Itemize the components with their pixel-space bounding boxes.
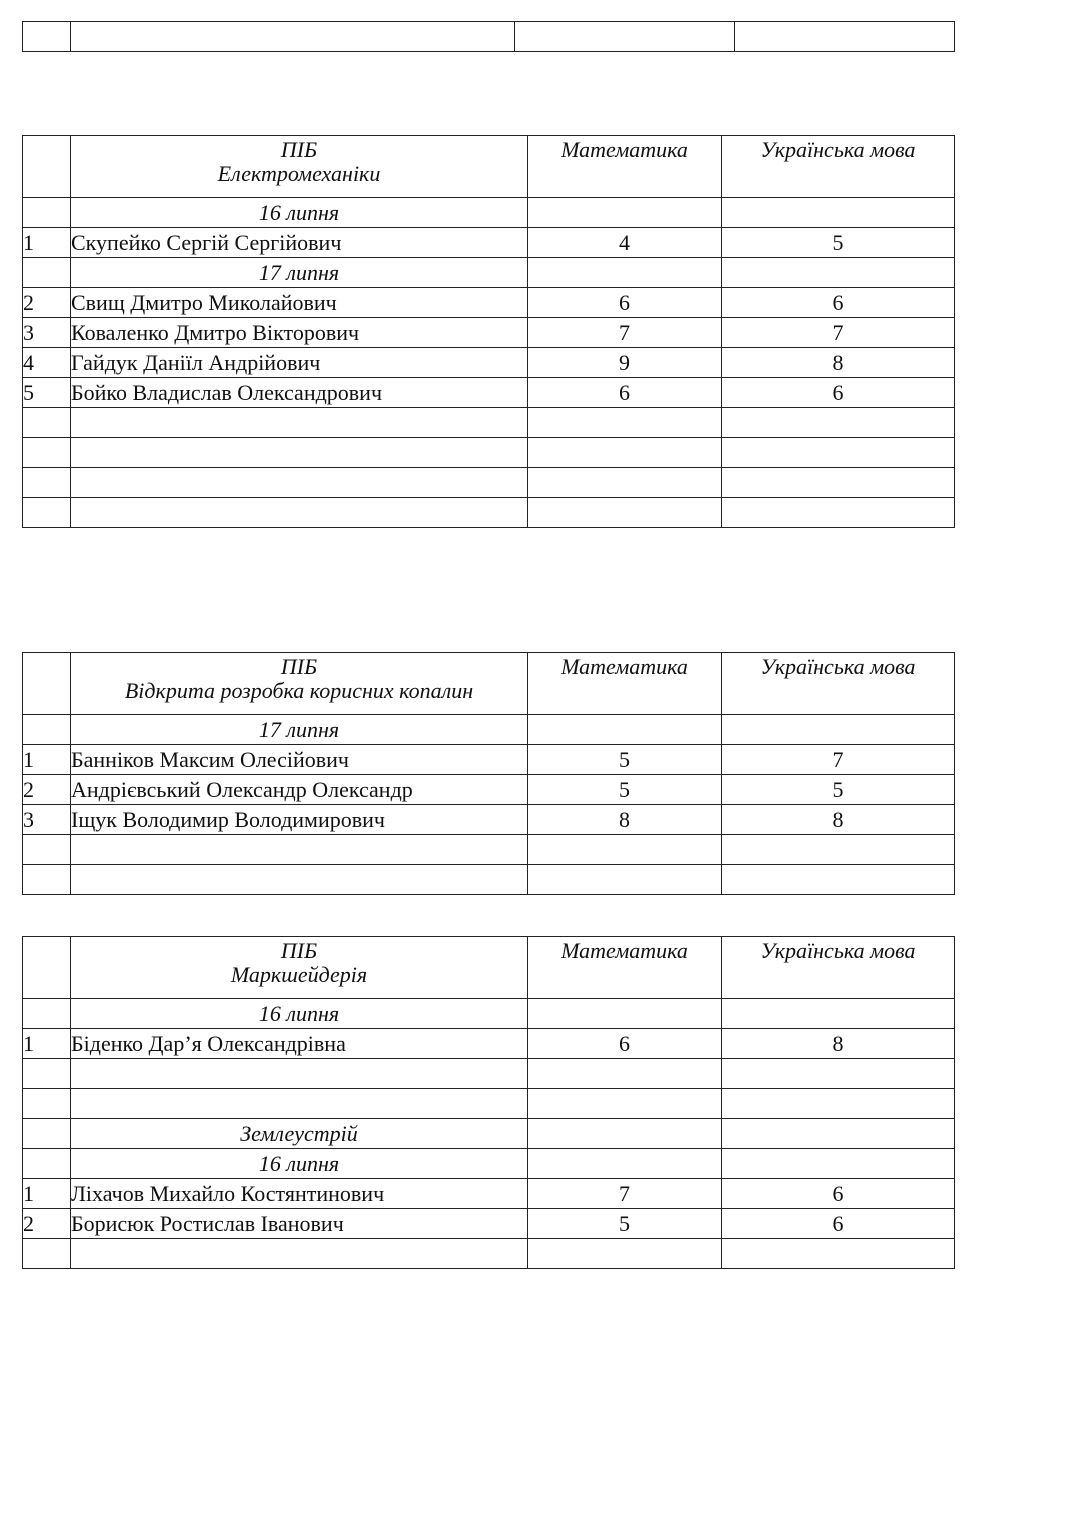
header-name-cell (71, 937, 528, 999)
row-number (23, 258, 71, 288)
results-table-mine-surveying (22, 936, 955, 1269)
ukrainian-score (722, 1119, 955, 1149)
ukrainian-score (722, 438, 955, 468)
table-row (23, 468, 955, 498)
row-number (23, 198, 71, 228)
specialty-title: Відкрита розробка корисних копалин (124, 678, 474, 703)
header-ukrainian: Українська мова (722, 937, 955, 999)
ukrainian-score (722, 1059, 955, 1089)
row-number (23, 468, 71, 498)
row-number (23, 1059, 71, 1089)
table-header-row (23, 653, 955, 715)
row-number: 2 (23, 775, 71, 805)
row-number: 1 (23, 1179, 71, 1209)
table-row (23, 1209, 955, 1239)
student-name: Банніков Максим Олесійович (71, 745, 528, 775)
math-score: 5 (528, 745, 722, 775)
date-label: Землеустрій (71, 1119, 528, 1149)
row-number (23, 1119, 71, 1149)
row-number (23, 438, 71, 468)
table-row (23, 1149, 955, 1179)
ukrainian-score: 5 (722, 228, 955, 258)
table-row (23, 1029, 955, 1059)
header-math: Математика (528, 136, 722, 198)
date-label: 16 липня (71, 198, 528, 228)
ukrainian-score (722, 835, 955, 865)
ukrainian-score (722, 498, 955, 528)
header-pib-label: ПІБ (280, 137, 318, 162)
ukrainian-score (722, 1149, 955, 1179)
table-row (23, 378, 955, 408)
ukrainian-score (722, 258, 955, 288)
row-number (23, 1089, 71, 1119)
math-score: 7 (528, 318, 722, 348)
row-number (23, 999, 71, 1029)
ukrainian-score (722, 1089, 955, 1119)
student-name (71, 835, 528, 865)
table-row (23, 1179, 955, 1209)
ukrainian-score: 8 (722, 348, 955, 378)
table-row (23, 1059, 955, 1089)
math-score: 9 (528, 348, 722, 378)
math-score (528, 468, 722, 498)
row-number (23, 498, 71, 528)
results-table-open-mining (22, 652, 955, 895)
ukrainian-score: 6 (722, 288, 955, 318)
row-number (23, 408, 71, 438)
math-score (528, 1149, 722, 1179)
ukrainian-score (722, 715, 955, 745)
ukrainian-score (722, 198, 955, 228)
header-number-cell (23, 937, 71, 999)
ukrainian-score: 6 (722, 1209, 955, 1239)
table-row (23, 865, 955, 895)
math-score: 6 (528, 1029, 722, 1059)
row-number (23, 835, 71, 865)
student-name (71, 408, 528, 438)
table-row (23, 805, 955, 835)
student-name: Свищ Дмитро Миколайович (71, 288, 528, 318)
math-score (528, 258, 722, 288)
table-row (23, 1089, 955, 1119)
math-score (528, 1239, 722, 1269)
header-pib-label: ПІБ (280, 938, 318, 963)
table-row (23, 775, 955, 805)
row-number: 1 (23, 228, 71, 258)
row-number: 5 (23, 378, 71, 408)
ukrainian-score: 7 (722, 318, 955, 348)
header-pib-label: ПІБ (280, 654, 318, 679)
row-number: 1 (23, 745, 71, 775)
student-name (71, 1089, 528, 1119)
table-row (23, 1239, 955, 1269)
math-score: 5 (528, 1209, 722, 1239)
student-name (71, 438, 528, 468)
ukrainian-score (722, 1239, 955, 1269)
math-score: 6 (528, 288, 722, 318)
math-score (528, 865, 722, 895)
results-table-electromechanics (22, 135, 955, 528)
row-number: 2 (23, 288, 71, 318)
ukrainian-score: 8 (722, 1029, 955, 1059)
table-row (23, 22, 955, 52)
student-name: Скупейко Сергій Сергійович (71, 228, 528, 258)
math-score: 5 (528, 775, 722, 805)
math-score (528, 1059, 722, 1089)
student-name: Борисюк Ростислав Іванович (71, 1209, 528, 1239)
student-name: Андрієвський Олександр Олександр (71, 775, 528, 805)
ukrainian-score: 7 (722, 745, 955, 775)
math-score: 6 (528, 378, 722, 408)
header-ukrainian: Українська мова (722, 136, 955, 198)
header-name-cell (71, 136, 528, 198)
math-score (528, 835, 722, 865)
ukrainian-score: 8 (722, 805, 955, 835)
header-math: Математика (528, 653, 722, 715)
table-row (23, 745, 955, 775)
student-name (71, 1059, 528, 1089)
date-label: 16 липня (71, 1149, 528, 1179)
student-name (71, 865, 528, 895)
header-ukrainian: Українська мова (722, 653, 955, 715)
specialty-title: Електромеханіки (217, 161, 381, 186)
table-header-row (23, 136, 955, 198)
row-number: 3 (23, 805, 71, 835)
math-score: 4 (528, 228, 722, 258)
student-name: Гайдук Даніїл Андрійович (71, 348, 528, 378)
math-score (528, 1089, 722, 1119)
table-row (23, 438, 955, 468)
table-row (23, 715, 955, 745)
ukrainian-score (722, 999, 955, 1029)
row-number: 2 (23, 1209, 71, 1239)
table-row (23, 498, 955, 528)
row-number: 4 (23, 348, 71, 378)
row-number (23, 865, 71, 895)
row-number (23, 1149, 71, 1179)
math-score (528, 498, 722, 528)
student-name (71, 1239, 528, 1269)
table-row (23, 999, 955, 1029)
table-row (23, 228, 955, 258)
ukrainian-score: 5 (722, 775, 955, 805)
table-row (23, 318, 955, 348)
math-score (528, 715, 722, 745)
ukrainian-score: 6 (722, 378, 955, 408)
student-name: Біденко Дар’я Олександрівна (71, 1029, 528, 1059)
math-score (528, 198, 722, 228)
date-label: 17 липня (71, 715, 528, 745)
math-score (528, 1119, 722, 1149)
header-math: Математика (528, 937, 722, 999)
row-number: 3 (23, 318, 71, 348)
ukrainian-score (722, 468, 955, 498)
student-name (71, 498, 528, 528)
header-number-cell (23, 653, 71, 715)
row-number (23, 1239, 71, 1269)
date-label: 16 липня (71, 999, 528, 1029)
table-row (23, 198, 955, 228)
student-name: Іщук Володимир Володимирович (71, 805, 528, 835)
date-label: 17 липня (71, 258, 528, 288)
table-row (23, 835, 955, 865)
student-name (71, 468, 528, 498)
row-number: 1 (23, 1029, 71, 1059)
table-row (23, 288, 955, 318)
ukrainian-score (722, 408, 955, 438)
specialty-title: Маркшейдерія (230, 962, 368, 987)
row-number (23, 715, 71, 745)
header-name-cell (71, 653, 528, 715)
header-number-cell (23, 136, 71, 198)
math-score (528, 438, 722, 468)
table-header-row (23, 937, 955, 999)
ukrainian-score: 6 (722, 1179, 955, 1209)
table-row (23, 348, 955, 378)
math-score (528, 999, 722, 1029)
previous-table-fragment (22, 21, 955, 52)
student-name: Бойко Владислав Олександрович (71, 378, 528, 408)
math-score: 8 (528, 805, 722, 835)
math-score (528, 408, 722, 438)
student-name: Коваленко Дмитро Вікторович (71, 318, 528, 348)
ukrainian-score (722, 865, 955, 895)
table-row (23, 408, 955, 438)
math-score: 7 (528, 1179, 722, 1209)
table-row (23, 1119, 955, 1149)
student-name: Ліхачов Михайло Костянтинович (71, 1179, 528, 1209)
table-row (23, 258, 955, 288)
